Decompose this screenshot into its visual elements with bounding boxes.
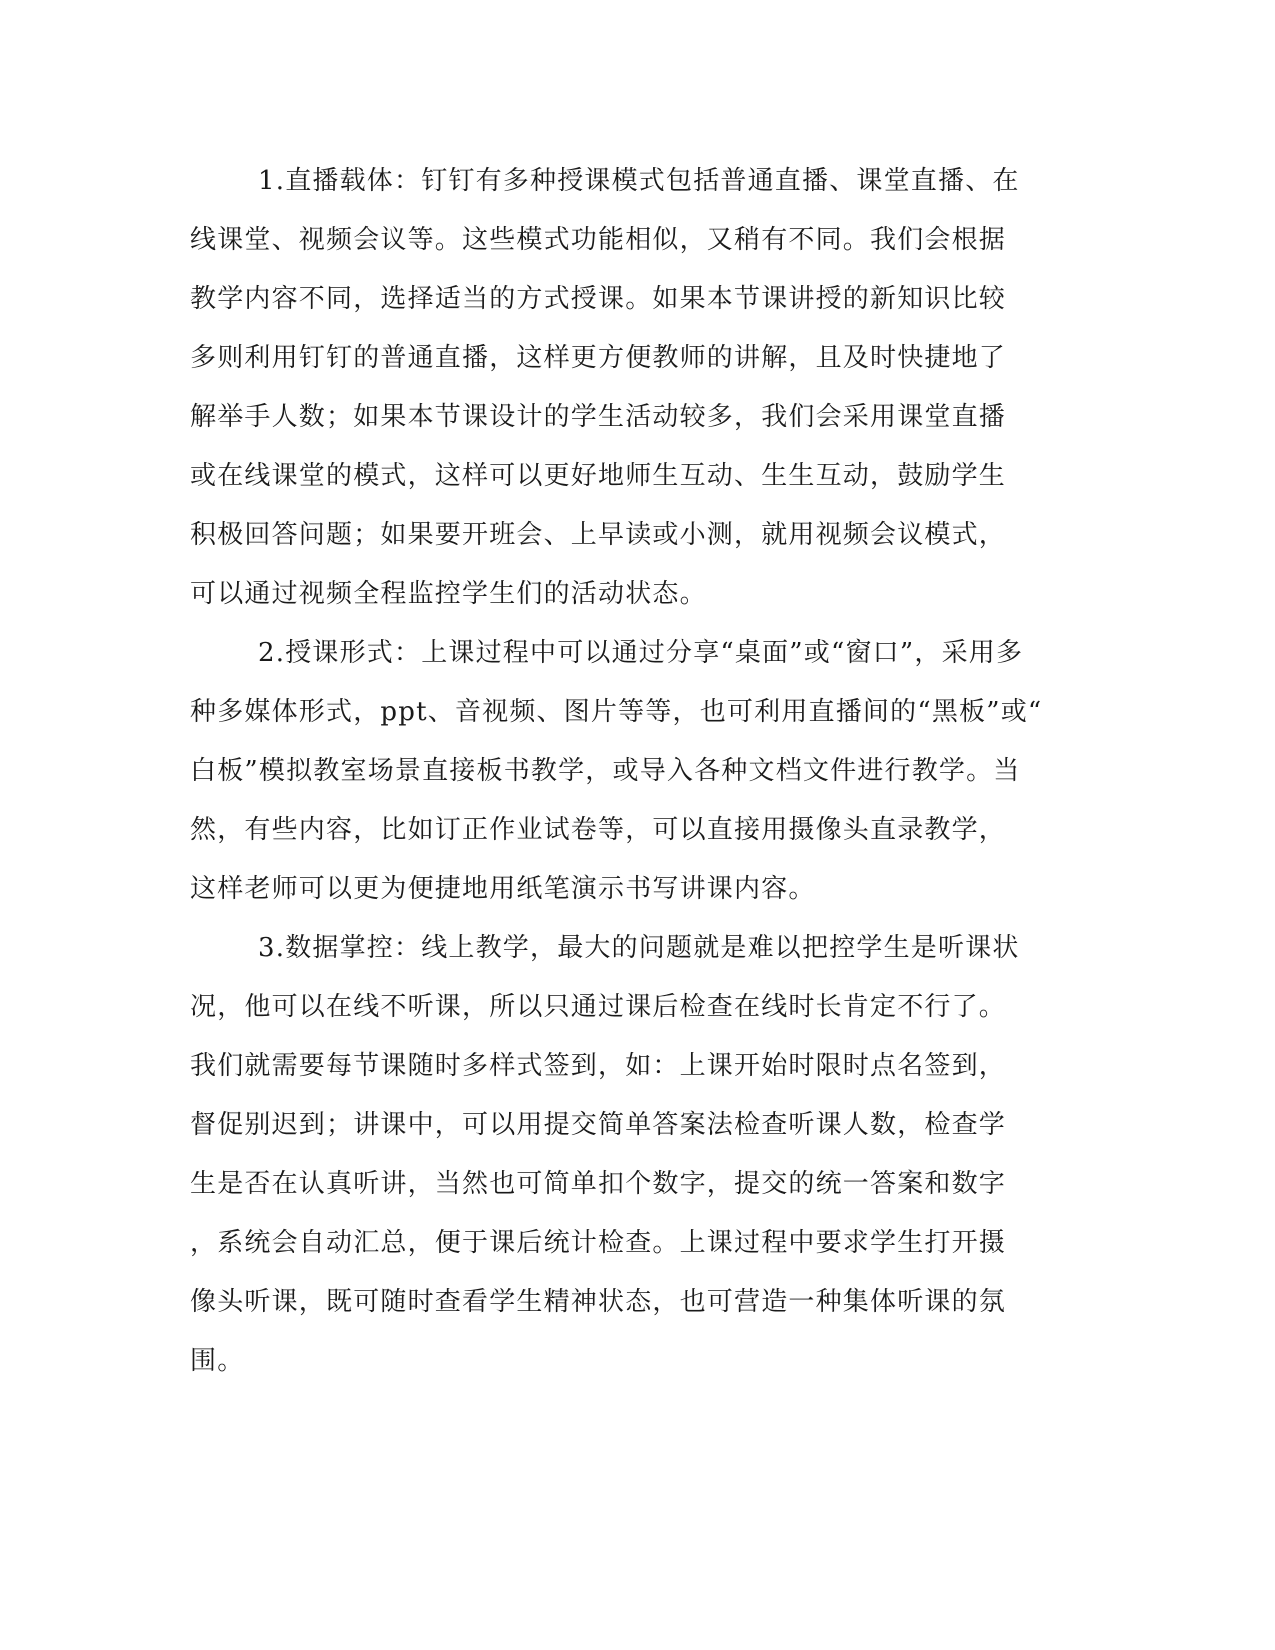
paragraph-1-line-1: 1.直播载体：钉钉有多种授课模式包括普通直播、课堂直播、在: [258, 166, 1020, 196]
paragraph-3-line-2: 况，他可以在线不听课，所以只通过课后检查在线时长肯定不行了。: [190, 992, 1007, 1022]
paragraph-1-line-6: 或在线课堂的模式，这样可以更好地师生互动、生生互动，鼓励学生: [190, 461, 1007, 491]
paragraph-1-line-4: 多则利用钉钉的普通直播，这样更方便教师的讲解，且及时快捷地了: [190, 343, 1007, 373]
paragraph-1-line-7: 积极回答问题；如果要开班会、上早读或小测，就用视频会议模式，: [190, 520, 1007, 550]
paragraph-3-line-7: 像头听课，既可随时查看学生精神状态，也可营造一种集体听课的氛: [190, 1287, 1007, 1317]
paragraph-1-line-2: 线课堂、视频会议等。这些模式功能相似，又稍有不同。我们会根据: [190, 225, 1007, 255]
paragraph-1-line-8: 可以通过视频全程监控学生们的活动状态。: [190, 579, 707, 609]
paragraph-2-line-4: 然，有些内容，比如订正作业试卷等，可以直接用摄像头直录教学，: [190, 815, 1007, 845]
paragraph-3-line-5: 生是否在认真听讲，当然也可简单扣个数字，提交的统一答案和数字: [190, 1169, 1007, 1199]
paragraph-2-line-2: 种多媒体形式，ppt、音视频、图片等等，也可利用直播间的“黑板”或“: [190, 697, 1043, 727]
paragraph-3-line-3: 我们就需要每节课随时多样式签到，如：上课开始时限时点名签到，: [190, 1051, 1007, 1081]
paragraph-1-line-5: 解举手人数；如果本节课设计的学生活动较多，我们会采用课堂直播: [190, 402, 1007, 432]
paragraph-3-line-6: ，系统会自动汇总，便于课后统计检查。上课过程中要求学生打开摄: [190, 1228, 1007, 1258]
paragraph-3-line-1: 3.数据掌控：线上教学，最大的问题就是难以把控学生是听课状: [258, 933, 1020, 963]
paragraph-1-line-3: 教学内容不同，选择适当的方式授课。如果本节课讲授的新知识比较: [190, 284, 1007, 314]
paragraph-2-line-5: 这样老师可以更为便捷地用纸笔演示书写讲课内容。: [190, 874, 816, 904]
paragraph-3-line-8: 围。: [190, 1346, 245, 1376]
paragraph-3-line-4: 督促别迟到；讲课中，可以用提交简单答案法检查听课人数，检查学: [190, 1110, 1007, 1140]
paragraph-2-line-1: 2.授课形式：上课过程中可以通过分享“桌面”或“窗口”，采用多: [258, 638, 1024, 668]
paragraph-2-line-3: 白板”模拟教室场景直接板书教学，或导入各种文档文件进行教学。当: [190, 756, 1021, 786]
